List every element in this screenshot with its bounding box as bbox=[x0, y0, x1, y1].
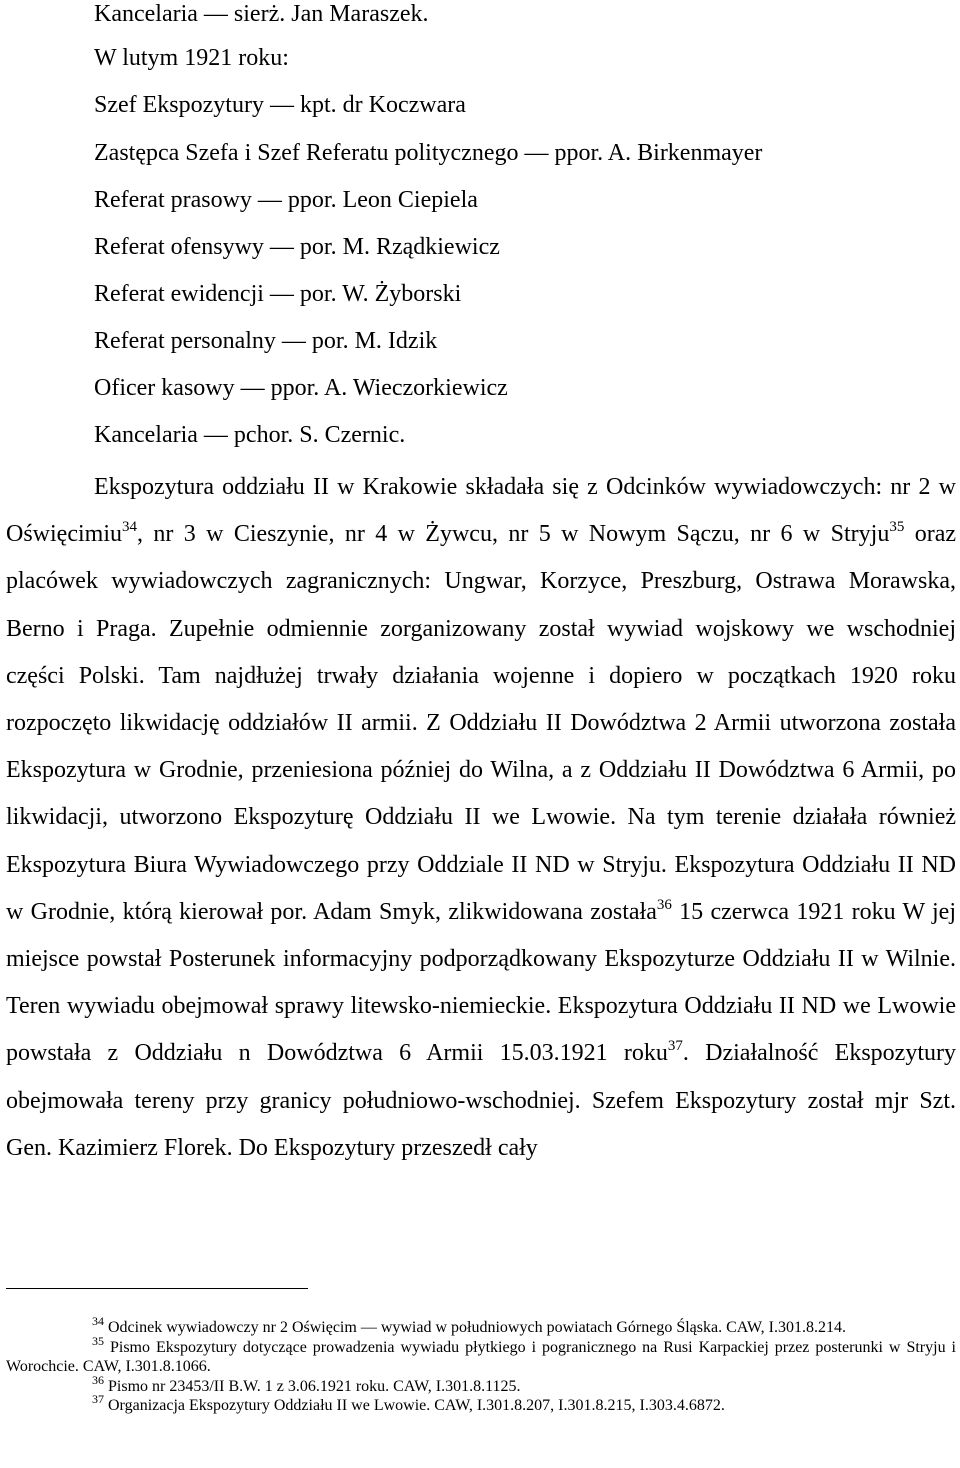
body-text: 15 czerwca 1921 roku W jej miejsce powstał Posterunek informacyjny podporządkowany Ekspozyturze Oddziału II w Wilnie. Teren wywiadu obejmował sprawy litewsko-niemieckie. Ekspozytura Oddziału II ND we Lwowie powstała z Oddziału n Dowództwa 6 Armii 15.03.1921 roku bbox=[6, 898, 956, 1067]
body-text: Ekspozytura oddziału II w Krakowie składała się z Odcinków wywiadowczych: nr 2 w Oświęcimiu bbox=[6, 474, 956, 548]
staff-line: W lutym 1921 roku: bbox=[94, 45, 289, 71]
staff-line: Referat prasowy — ppor. Leon Ciepiela bbox=[94, 187, 478, 213]
footnote-ref-37: 37 bbox=[667, 1038, 683, 1055]
footnote-ref-35: 35 bbox=[889, 519, 905, 536]
footnote-text: Odcinek wywiadowczy nr 2 Oświęcim — wywiad w południowych powiatach Górnego Śląska. CAW, I.301.8.214. bbox=[104, 1319, 846, 1336]
body-paragraph bbox=[6, 464, 956, 1172]
body-text: . Działalność Ekspozytury obejmowała tereny przy granicy południowo-wschodniej. Szefem Ekspozytury został mjr Szt. Gen. Kazimierz Florek. Do Ekspozytury przeszedł cały bbox=[6, 1040, 956, 1161]
footnote bbox=[6, 1372, 956, 1397]
footnote bbox=[6, 1314, 956, 1338]
body-text: oraz placówek wywiadowczych zagranicznych: Ungwar, Korzyce, Preszburg, Ostrawa Morawska, Berno i Praga. Zupełnie odmiennie zorganizowany został wywiad wojskowy we wschodniej części Polski. Tam najdłużej trwały działania wojenne i dopiero w początkach 1920 roku rozpoczęto likwidację oddziałów II armii. Z Oddziału II Dowództwa 2 Armii utworzona została Ekspozytura w Grodnie, przeniesiona później do Wilna, a z Oddziału II Dowództwa 6 Armii, po likwidacji, utworzono Ekspozyturę Oddziału II we Lwowie. Na tym terenie działała również Ekspozytura Biura Wywiadowczego przy Oddziale II ND w Stryju. Ekspozytura Oddziału II ND w Grodnie, którą kierował por. Adam Smyk, zlikwidowana została bbox=[6, 521, 957, 925]
staff-line: Kancelaria — pchor. S. Czernic. bbox=[94, 422, 406, 448]
footnote-ref-34: 34 bbox=[121, 519, 137, 536]
footnote-text: Organizacja Ekspozytury Oddziału II we Lwowie. CAW, I.301.8.207, I.301.8.215, I.303.4.6872. bbox=[104, 1397, 725, 1414]
footnote-number: 34 bbox=[92, 1314, 104, 1328]
footnote-text: Pismo Ekspozytury dotyczące prowadzenia wywiadu płytkiego i pogranicznego na Rusi Karpackiej przez posterunki w Stryju i Worochcie. CAW, I.301.8.1066. bbox=[6, 1338, 956, 1375]
staff-line: Referat ewidencji — por. W. Żyborski bbox=[94, 281, 462, 307]
footnote bbox=[6, 1392, 956, 1416]
staff-line: Kancelaria — sierż. Jan Maraszek. bbox=[94, 1, 429, 27]
footnote-number: 36 bbox=[92, 1372, 104, 1387]
footnote-ref-36: 36 bbox=[656, 896, 672, 913]
footnote-separator bbox=[6, 1288, 308, 1289]
staff-line: Szef Ekspozytury — kpt. dr Koczwara bbox=[94, 92, 466, 118]
staff-line: Referat ofensywy — por. M. Rządkiewicz bbox=[94, 234, 500, 260]
staff-line: Referat personalny — por. M. Idzik bbox=[94, 328, 438, 354]
footnote bbox=[6, 1333, 956, 1377]
footnote-number: 35 bbox=[92, 1333, 104, 1348]
footnotes bbox=[6, 1314, 956, 1416]
staff-line: Oficer kasowy — ppor. A. Wieczorkiewicz bbox=[94, 375, 508, 401]
staff-line: Zastępca Szefa i Szef Referatu politycznego — ppor. A. Birkenmayer bbox=[94, 140, 763, 166]
footnote-text: Pismo nr 23453/II B.W. 1 z 3.06.1921 roku. CAW, I.301.8.1125. bbox=[104, 1377, 521, 1395]
footnote-number: 37 bbox=[92, 1392, 104, 1406]
body-text: , nr 3 w Cieszynie, nr 4 w Żywcu, nr 5 w Nowym Sączu, nr 6 w Stryju bbox=[136, 521, 890, 548]
